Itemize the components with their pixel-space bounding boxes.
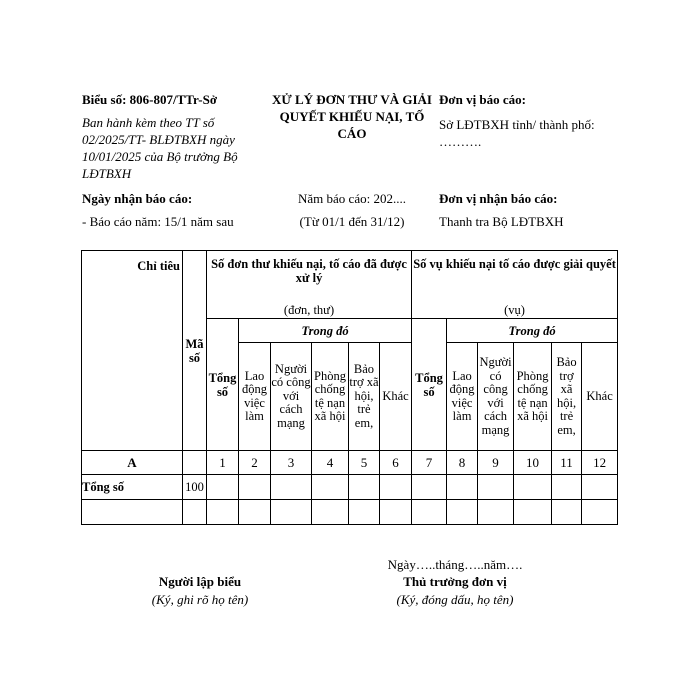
data-cell[interactable]: [312, 500, 349, 525]
group2-total-header: Tổng số: [412, 319, 447, 451]
data-cell[interactable]: [271, 500, 312, 525]
head-note: (Ký, đóng dấu, họ tên): [396, 592, 514, 607]
row-code: 100: [183, 475, 207, 500]
group1-unit: (đơn, thư): [207, 303, 412, 319]
row-label: [82, 500, 183, 525]
index-cell: 2: [239, 451, 271, 475]
header-indicator: Chỉ tiêu: [82, 251, 183, 451]
index-cell: 9: [478, 451, 514, 475]
data-cell[interactable]: [349, 475, 380, 500]
group2-in-which: Trong đó: [447, 319, 618, 343]
index-cell: 10: [514, 451, 552, 475]
index-cell: 12: [582, 451, 618, 475]
data-cell[interactable]: [207, 500, 239, 525]
receiving-unit-value: Thanh tra Bộ LĐTBXH: [439, 214, 564, 229]
g2-social-evils-header: Phòng chống tệ nạn xã hội: [514, 343, 552, 451]
data-cell[interactable]: [349, 500, 380, 525]
row-code: [183, 500, 207, 525]
header-code: Mã số: [183, 251, 207, 451]
g2-other-header: Khác: [582, 343, 618, 451]
data-cell[interactable]: [447, 500, 478, 525]
g1-labor-header: Lao động việc làm: [239, 343, 271, 451]
report-period: (Từ 01/1 đến 31/12): [299, 214, 405, 229]
data-cell[interactable]: [478, 500, 514, 525]
data-cell[interactable]: [271, 475, 312, 500]
receive-date-value: - Báo cáo năm: 15/1 năm sau: [82, 214, 234, 229]
index-cell: 6: [380, 451, 412, 475]
group1-title: Số đơn thư khiếu nại, tố cáo đã được xử lý: [207, 251, 412, 303]
row-label: Tổng số: [82, 475, 183, 500]
reporting-unit-value: Sở LĐTBXH tỉnh/ thành phố: ……….: [439, 117, 595, 149]
data-cell[interactable]: [552, 500, 582, 525]
index-cell: A: [82, 451, 183, 475]
head-title: Thủ trưởng đơn vị: [403, 574, 507, 589]
index-cell: 1: [207, 451, 239, 475]
group2-title: Số vụ khiếu nại tố cáo được giải quyết: [412, 251, 618, 303]
group1-total-header: Tổng số: [207, 319, 239, 451]
index-cell: 5: [349, 451, 380, 475]
data-cell[interactable]: [582, 475, 618, 500]
data-cell[interactable]: [239, 475, 271, 500]
receive-date-label: Ngày nhận báo cáo:: [82, 191, 193, 206]
g2-labor-header: Lao động việc làm: [447, 343, 478, 451]
data-cell[interactable]: [380, 475, 412, 500]
document-title: XỬ LÝ ĐƠN THƯ VÀ GIẢI QUYẾT KHIẾU NẠI, TỐ CÁO: [272, 92, 432, 141]
receiving-unit-label: Đơn vị nhận báo cáo:: [439, 191, 558, 206]
index-cell: 8: [447, 451, 478, 475]
g2-social-protection-header: Bảo trợ xã hội, trẻ em,: [552, 343, 582, 451]
index-cell: [183, 451, 207, 475]
data-cell[interactable]: [582, 500, 618, 525]
date-line: Ngày…..tháng…..năm….: [387, 557, 523, 572]
data-cell[interactable]: [514, 475, 552, 500]
group1-in-which: Trong đó: [239, 319, 412, 343]
report-table: [81, 250, 618, 525]
g1-social-evils-header: Phòng chống tệ nạn xã hội: [312, 343, 349, 451]
g1-social-protection-header: Bảo trợ xã hội, trẻ em,: [349, 343, 380, 451]
preparer-note: (Ký, ghi rõ họ tên): [151, 592, 249, 607]
g1-merit-header: Người có công với cách mạng: [271, 343, 312, 451]
data-cell[interactable]: [514, 500, 552, 525]
data-cell[interactable]: [478, 475, 514, 500]
index-cell: 11: [552, 451, 582, 475]
data-cell[interactable]: [552, 475, 582, 500]
g1-other-header: Khác: [380, 343, 412, 451]
data-cell[interactable]: [447, 475, 478, 500]
data-cell[interactable]: [207, 475, 239, 500]
data-cell[interactable]: [239, 500, 271, 525]
index-cell: 4: [312, 451, 349, 475]
data-cell[interactable]: [412, 500, 447, 525]
reporting-unit-label: Đơn vị báo cáo:: [439, 92, 527, 107]
report-year: Năm báo cáo: 202....: [298, 191, 406, 206]
table-row: [82, 475, 618, 500]
preparer-title: Người lập biểu: [158, 574, 242, 589]
index-cell: 3: [271, 451, 312, 475]
form-code: Biểu số: 806-807/TTr-Sở: [82, 92, 218, 107]
g2-merit-header: Người có công với cách mạng: [478, 343, 514, 451]
data-cell[interactable]: [412, 475, 447, 500]
group2-unit: (vụ): [412, 303, 618, 319]
issued-with-note: Ban hành kèm theo TT số 02/2025/TT- BLĐTBXH ngày 10/01/2025 của Bộ trưởng Bộ LĐTBXH: [82, 115, 238, 181]
index-cell: 7: [412, 451, 447, 475]
data-cell[interactable]: [312, 475, 349, 500]
table-row: [82, 500, 618, 525]
data-cell[interactable]: [380, 500, 412, 525]
